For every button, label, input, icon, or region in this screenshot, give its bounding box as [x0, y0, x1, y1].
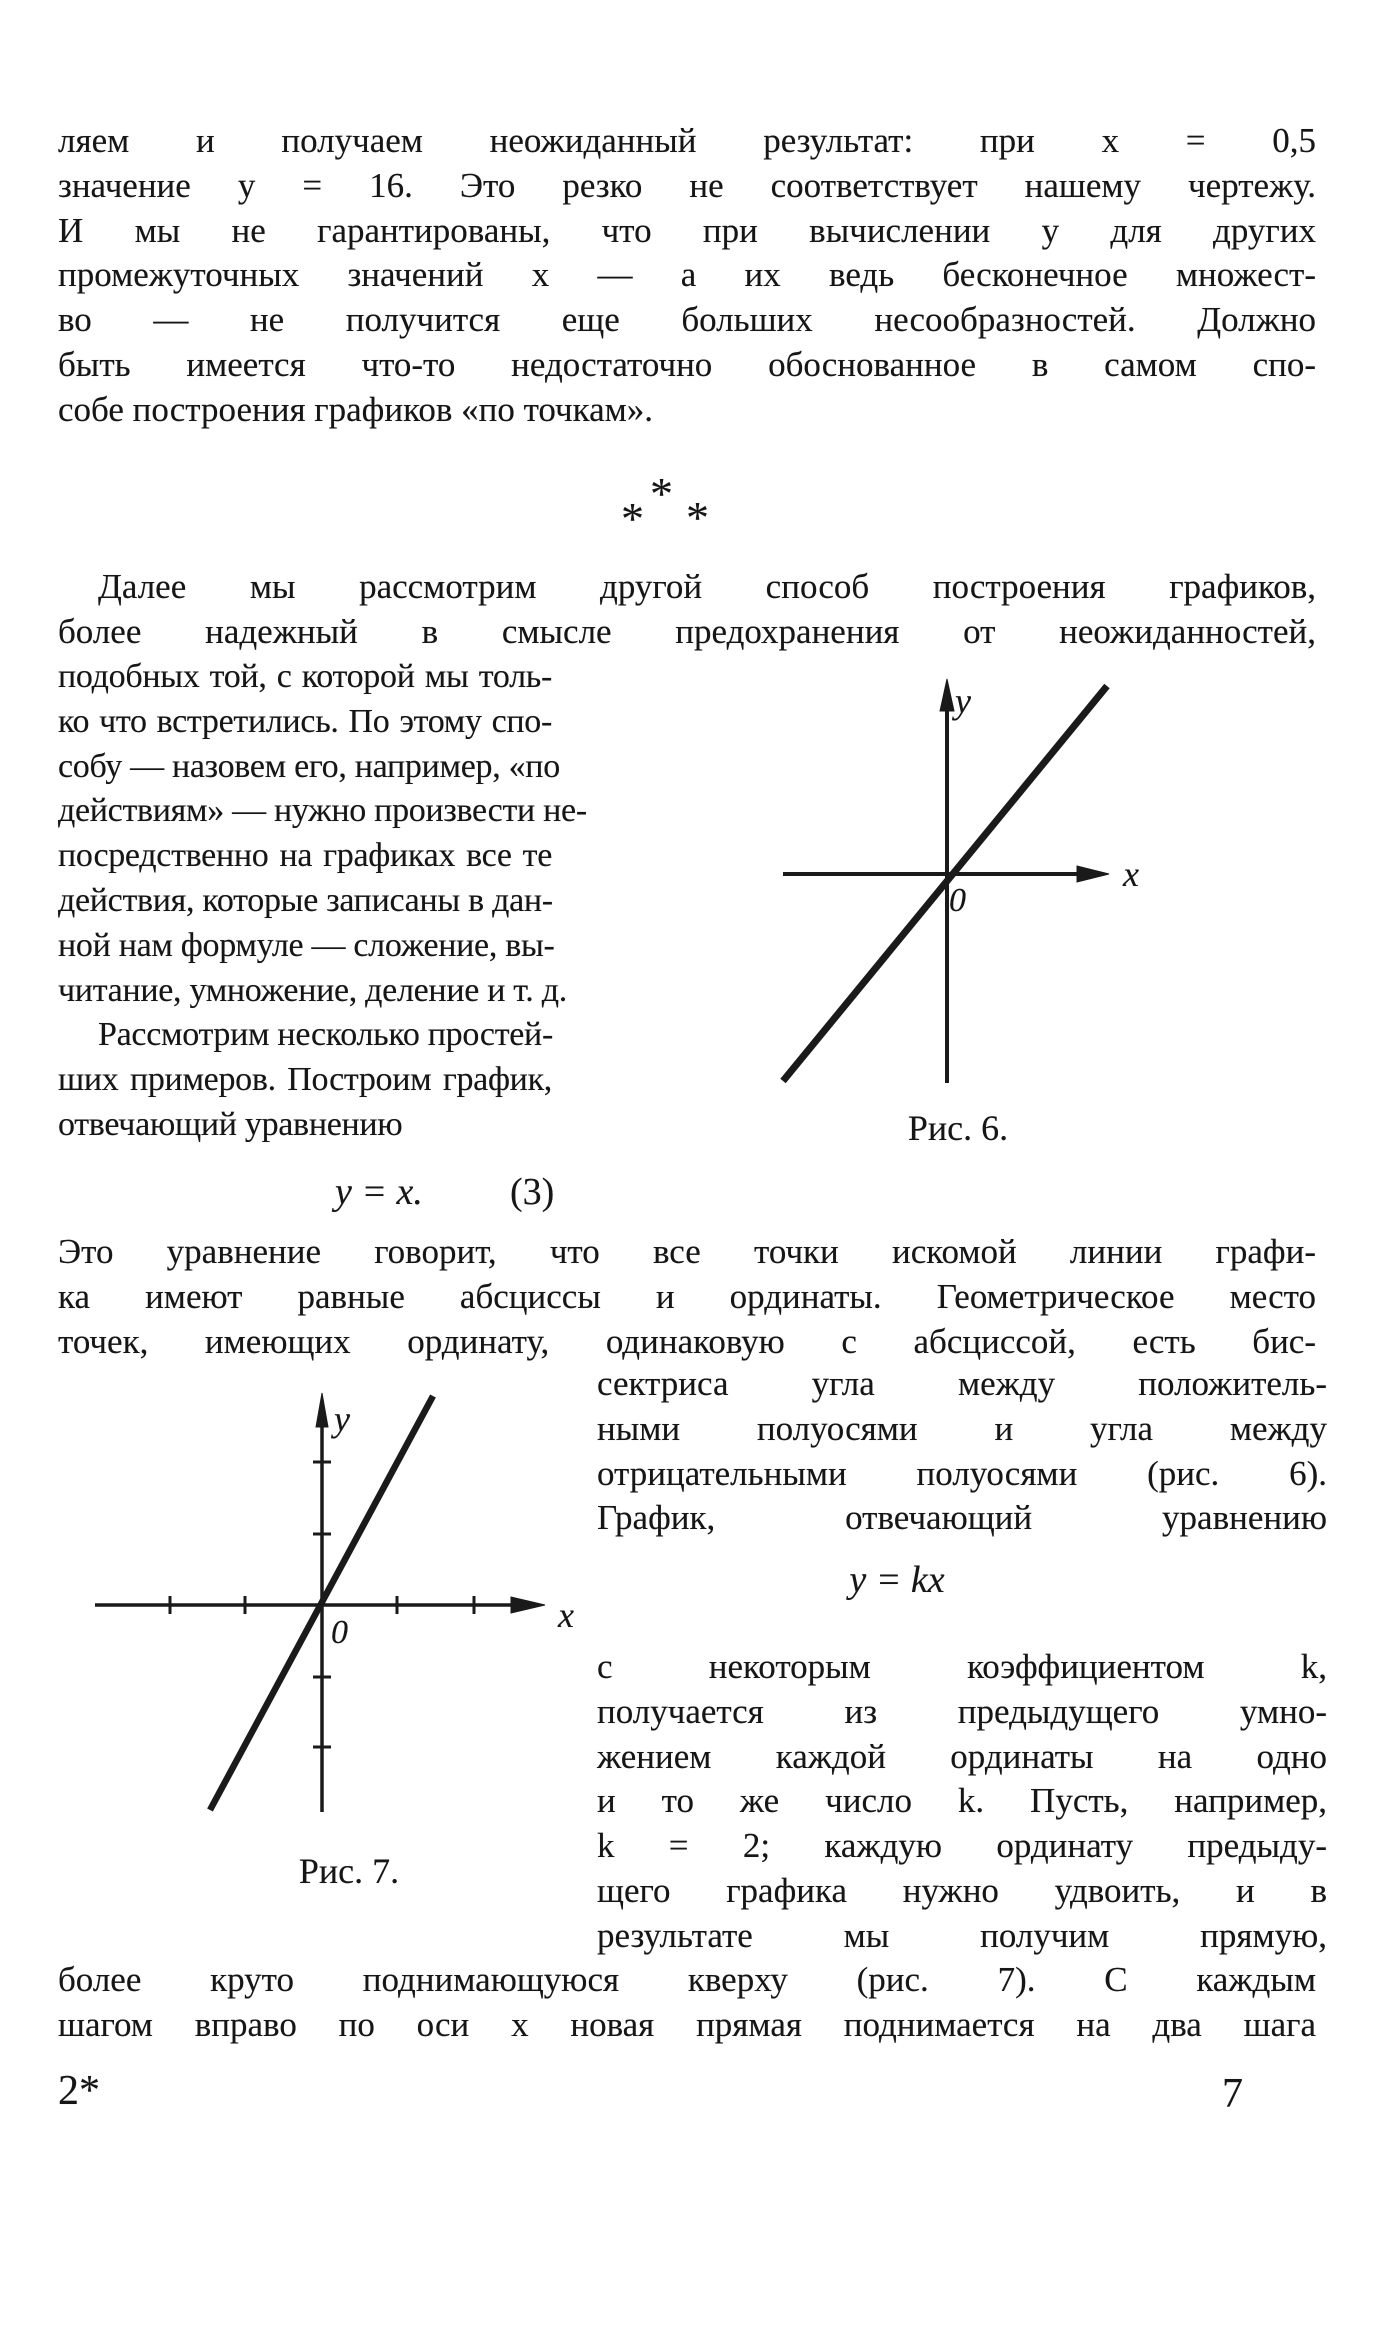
text-line: сектриса угла между положитель-	[597, 1364, 1327, 1403]
text-line: Рассмотрим несколько простей-	[98, 1016, 553, 1054]
asterisk-icon: *	[621, 493, 644, 544]
text-line: k = 2; каждую ординату предыду-	[597, 1826, 1327, 1866]
paragraph-3	[58, 1229, 1316, 1364]
text-line: шагом вправо по оси x новая прямая поднимается на два шага	[58, 2005, 1316, 2044]
text-line: ляем и получаем неожиданный результат: при x = 0,5	[58, 121, 1316, 160]
right-column-text-upper	[597, 1362, 1327, 1541]
text-line: читание, умножение, деление и т. д.	[58, 971, 567, 1009]
text-line: жением каждой ординаты на одно	[597, 1736, 1327, 1776]
text-line: во — не получится еще больших несообразностей. Должно	[58, 300, 1316, 340]
fig7-x-axis-label: x	[558, 1595, 574, 1635]
fig6-y-axis-label: y	[955, 681, 971, 721]
equation-y-equals-kx: y = kx	[849, 1559, 945, 1601]
left-column-text	[58, 655, 587, 1148]
fig7-x-axis-arrow-icon	[511, 1597, 545, 1613]
text-line: точек, имеющих ординату, одинаковую с абсциссой, есть бис-	[58, 1322, 1316, 1361]
figure-6-graph	[755, 645, 1185, 1105]
text-line: собе построения графиков «по точкам».	[58, 389, 654, 429]
text-line: ших примеров. Построим график,	[58, 1061, 552, 1099]
text-line: ной нам формуле — сложение, вы-	[58, 926, 555, 964]
printers-signature: 2*	[58, 2068, 100, 2114]
right-column-text-lower	[597, 1645, 1327, 1959]
text-line: действиям» — нужно произвести не-	[58, 792, 587, 830]
fig6-x-axis-arrow-icon	[1077, 866, 1109, 882]
fig7-y-axis-label: y	[334, 1399, 350, 1439]
text-line: собу — назовем его, например, «по	[58, 747, 560, 785]
text-line: более круто поднимающуюся кверху (рис. 7). С каждым	[58, 1960, 1316, 1999]
text-line: ка имеют равные абсциссы и ординаты. Геометрическое место	[58, 1277, 1316, 1316]
asterisk-icon: *	[686, 492, 709, 543]
equation-y-equals-x: y = x.	[335, 1171, 423, 1213]
fig7-y-axis-arrow-icon	[316, 1393, 328, 1427]
text-line: промежуточных значений x — а их ведь бесконечное множест-	[58, 255, 1316, 295]
asterisk-icon: *	[650, 468, 673, 519]
text-line: Далее мы рассмотрим другой способ построения графиков,	[98, 567, 1316, 606]
paragraph-4	[58, 1957, 1316, 2047]
text-line: посредственно на графиках все те	[58, 837, 552, 875]
equation-number: (3)	[510, 1171, 555, 1213]
text-line: и то же число k. Пусть, например,	[597, 1781, 1327, 1821]
figure-7-caption: Рис. 7.	[298, 1851, 400, 1891]
fig6-y-axis-arrow-icon	[940, 679, 954, 711]
paragraph-2	[58, 565, 1316, 655]
text-line: отвечающий уравнению	[58, 1105, 403, 1143]
text-line: действия, которые записаны в дан-	[58, 881, 553, 919]
equation-3-row	[58, 1170, 558, 1220]
page-number: 7	[1222, 2071, 1243, 2117]
figure-7-graph	[55, 1385, 585, 1835]
paragraph-1	[58, 119, 1316, 433]
fig7-origin-label: 0	[331, 1614, 348, 1651]
text-line: И мы не гарантированы, что при вычислении y для других	[58, 210, 1316, 250]
fig6-origin-label: 0	[949, 882, 966, 919]
text-line: отрицательными полуосями (рис. 6).	[597, 1453, 1327, 1493]
text-line: График, отвечающий уравнению	[597, 1498, 1327, 1538]
fig6-x-axis-label: x	[1123, 854, 1139, 894]
figure-6-caption: Рис. 6.	[907, 1108, 1009, 1148]
text-line: быть имеется что-то недостаточно обоснованное в самом спо-	[58, 344, 1316, 384]
equation-y-equals-kx-row	[597, 1558, 1197, 1608]
text-line: результате мы получим прямую,	[597, 1915, 1327, 1955]
text-line: Это уравнение говорит, что все точки искомой линии графи-	[58, 1232, 1316, 1271]
text-line: значение y = 16. Это резко не соответствует нашему чертежу.	[58, 165, 1316, 205]
text-line: более надежный в смысле предохранения от неожиданностей,	[58, 611, 1316, 651]
text-line: ко что встретились. По этому спо-	[58, 702, 552, 740]
text-line: ными полуосями и угла между	[597, 1408, 1327, 1448]
text-line: с некоторым коэффициентом k,	[597, 1647, 1327, 1686]
text-line: получается из предыдущего умно-	[597, 1691, 1327, 1731]
text-line: подобных той, с которой мы толь-	[58, 658, 552, 695]
text-line: щего графика нужно удвоить, и в	[597, 1870, 1327, 1910]
